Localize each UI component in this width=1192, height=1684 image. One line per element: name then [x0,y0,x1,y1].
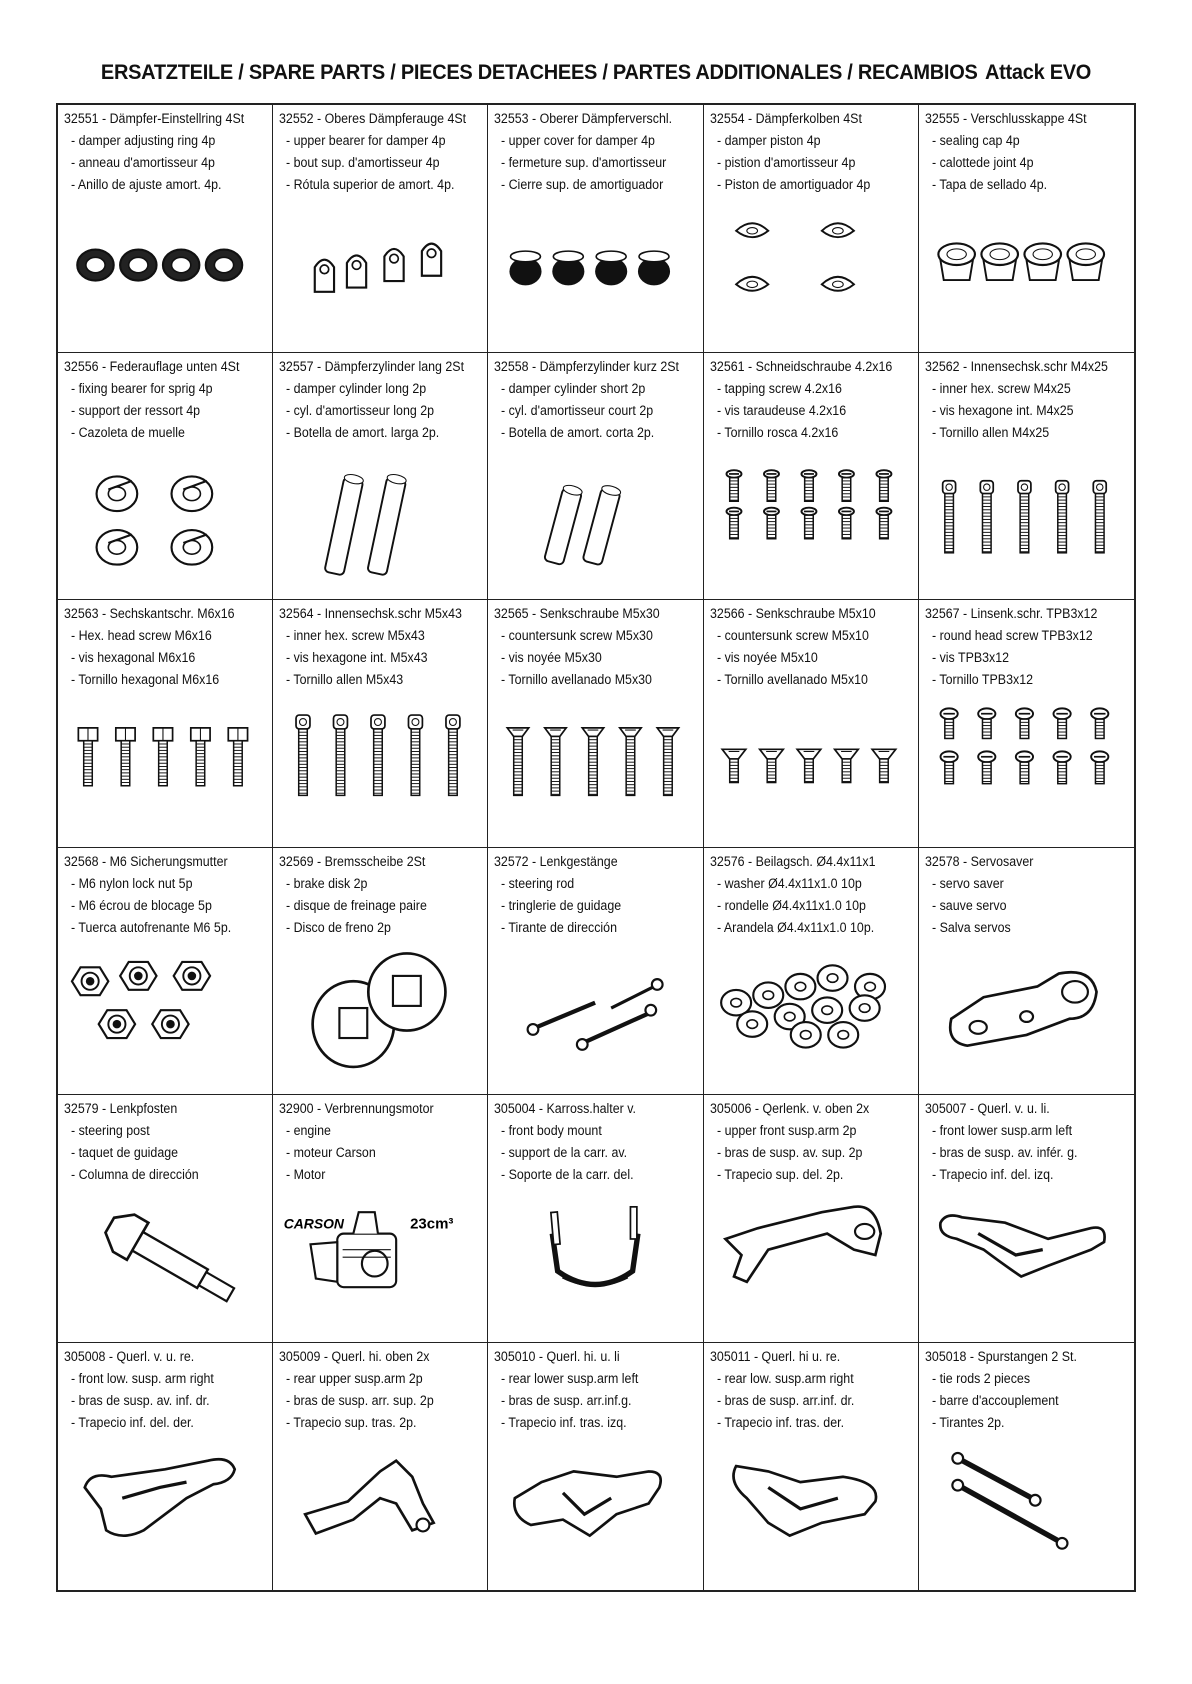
part-cell [704,848,919,1096]
part-description: - Trapecio sup. tras. 2p. [286,1414,417,1430]
part-title: 32553 - Oberer Dämpferverschl. [494,111,673,126]
part-description: - M6 écrou de blocage 5p [71,897,212,913]
part-description: - bras de susp. arr. sup. 2p [286,1392,434,1408]
part-cell [273,105,488,353]
part-title: 32578 - Servosaver [924,853,1034,869]
part-description: - vis noyée M5x30 [501,650,603,665]
cylinder-short-icon [488,448,702,600]
part-description: - calottede joint 4p [931,155,1034,170]
cylinder-long-icon [273,448,487,600]
part-description: - rear lower susp.arm left [501,1370,639,1386]
part-cell [58,848,273,1096]
countersunk-long-icon [488,695,702,847]
steering-post-icon [58,1190,272,1342]
part-description: - damper cylinder long 2p [286,380,427,396]
parts-grid [56,103,1136,1592]
part-cell [58,353,273,601]
brake-disk-icon [273,943,487,1095]
tie-rods-icon [919,1438,1134,1591]
part-description: - Cazoleta de muelle [71,424,185,440]
sealing-cap-icon [919,200,1134,352]
part-description: - inner hex. screw M5x43 [286,628,425,643]
part-description: - Tornillo avellanado M5x10 [716,672,868,687]
part-description: - Tornillo avellanado M5x30 [501,672,653,687]
part-description: - Trapecio inf. del. izq. [931,1167,1054,1182]
part-description: - damper piston 4p [716,133,821,148]
part-description: - vis hexagonal M6x16 [71,650,196,665]
part-description: - Tirantes 2p. [931,1414,1005,1430]
part-description: - moteur Carson [286,1145,376,1160]
part-description: - Arandela Ø4.4x11x1.0 10p. [716,919,874,935]
part-title: 32551 - Dämpfer-Einstellring 4St [64,111,245,126]
part-title: 32569 - Bremsscheibe 2St [279,853,426,869]
washer-icon [704,943,918,1095]
part-description: - bras de susp. arr.inf. dr. [716,1392,854,1408]
steering-rod-icon [488,943,702,1095]
part-title: 32579 - Lenkpfosten [64,1101,178,1116]
part-description: - countersunk screw M5x30 [501,628,654,643]
part-description: - Trapecio inf. tras. izq. [501,1414,628,1430]
part-title: 305007 - Querl. v. u. li. [924,1101,1050,1116]
front-lower-left-arm-icon [919,1190,1134,1342]
part-description: - steering rod [501,875,575,891]
part-description: - sealing cap 4p [931,133,1020,148]
part-description: - Disco de freno 2p [286,919,392,935]
part-cell [273,848,488,1096]
part-description: - M6 nylon lock nut 5p [71,875,193,891]
part-title: 305010 - Querl. hi. u. li [494,1348,621,1364]
part-description: - vis hexagone int. M5x43 [286,650,428,665]
part-description: - front low. susp. arm right [71,1370,214,1386]
part-description: - Tirante de dirección [501,919,618,935]
part-description: - tapping screw 4.2x16 [716,380,842,396]
part-description: - round head screw TPB3x12 [931,628,1093,643]
part-description: - Soporte de la carr. del. [501,1167,634,1182]
part-description: - Botella de amort. larga 2p. [286,424,440,440]
part-description: - engine [286,1123,332,1138]
engine-volume: 23cm³ [410,1215,454,1233]
part-title: 32558 - Dämpferzylinder kurz 2St [494,358,680,374]
part-title: 305008 - Querl. v. u. re. [64,1348,195,1364]
part-description: - upper cover for damper 4p [501,133,656,148]
tapping-screw-icon [704,448,918,600]
part-cell [58,105,273,353]
part-description: - Tornillo allen M5x43 [286,672,404,687]
part-cell [488,353,703,601]
part-description: - Tornillo hexagonal M6x16 [71,672,220,687]
allen-screw-m5-icon [273,695,487,847]
lock-nut-icon [58,943,272,1095]
damper-piston-icon [704,200,918,352]
part-cell [919,105,1134,353]
engine-icon [273,1190,487,1342]
part-description: - vis TPB3x12 [931,650,1009,665]
part-title: 32557 - Dämpferzylinder lang 2St [279,358,465,374]
part-description: - tringlerie de guidage [501,897,622,913]
part-cell [919,600,1134,848]
part-description: - bout sup. d'amortisseur 4p [286,155,440,170]
part-title: 32564 - Innensechsk.schr M5x43 [279,606,463,621]
part-description: - fermeture sup. d'amortisseur [501,155,667,170]
part-description: - rondelle Ø4.4x11x1.0 10p [716,897,866,913]
part-description: - Trapecio inf. del. der. [71,1414,194,1430]
front-lower-right-arm-icon [58,1438,272,1591]
part-description: - bras de susp. arr.inf.g. [501,1392,632,1408]
part-description: - Botella de amort. corta 2p. [501,424,655,440]
part-description: - servo saver [931,875,1004,891]
upper-cover-icon [488,200,702,352]
part-cell [488,1343,703,1591]
allen-screw-m4-icon [919,448,1134,600]
part-title: 32567 - Linsenk.schr. TPB3x12 [924,606,1098,621]
upper-bearer-icon [273,200,487,352]
part-description: - Tornillo rosca 4.2x16 [716,424,838,440]
part-cell [704,105,919,353]
rear-upper-arm-icon [273,1438,487,1591]
part-title: 305011 - Querl. hi u. re. [709,1348,840,1364]
part-cell [704,353,919,601]
part-title: 32568 - M6 Sicherungsmutter [64,853,228,869]
part-description: - Columna de dirección [71,1167,199,1182]
part-cell [58,600,273,848]
part-description: - Tuerca autofrenante M6 5p. [71,919,232,935]
part-title: 305004 - Karross.halter v. [494,1101,637,1116]
part-description: - Piston de amortiguador 4p [716,177,870,192]
part-cell [58,1343,273,1591]
part-title: 305006 - Qerlenk. v. oben 2x [709,1101,869,1116]
part-title: 32566 - Senkschraube M5x10 [709,606,876,621]
part-description: - Tornillo TPB3x12 [931,672,1033,687]
part-description: - sauve servo [931,897,1007,913]
part-title: 32555 - Verschlusskappe 4St [924,111,1087,126]
part-description: - front lower susp.arm left [931,1123,1072,1138]
part-description: - tie rods 2 pieces [931,1370,1030,1386]
part-cell [919,848,1134,1096]
upper-front-arm-icon [704,1190,918,1342]
part-description: - vis hexagone int. M4x25 [931,402,1074,418]
part-title: 32562 - Innensechsk.schr M4x25 [924,358,1108,374]
part-description: - brake disk 2p [286,875,368,891]
part-description: - rear upper susp.arm 2p [286,1370,423,1386]
part-description: - Trapecio inf. tras. der. [716,1414,844,1430]
part-cell [488,1095,703,1343]
part-title: 32556 - Federauflage unten 4St [64,358,240,374]
part-cell [58,1095,273,1343]
hex-head-screw-icon [58,695,272,847]
part-title: 32552 - Oberes Dämpferauge 4St [279,111,467,126]
part-cell [919,1343,1134,1591]
round-head-screw-icon [919,695,1134,847]
part-description: - countersunk screw M5x10 [716,628,869,643]
part-description: - Cierre sup. de amortiguador [501,177,664,192]
part-description: - damper cylinder short 2p [501,380,646,396]
part-title: 32563 - Sechskantschr. M6x16 [64,606,235,621]
part-cell [704,1343,919,1591]
part-description: - rear low. susp.arm right [716,1370,854,1386]
part-title: 32565 - Senkschraube M5x30 [494,606,661,621]
part-description: - bras de susp. av. infér. g. [931,1145,1078,1160]
part-title: 32576 - Beilagsch. Ø4.4x11x1 [709,853,876,869]
damper-adjusting-ring-icon [58,200,272,352]
part-description: - vis noyée M5x10 [716,650,818,665]
part-description: - Tapa de sellado 4p. [931,177,1047,192]
rear-lower-left-arm-icon [488,1438,702,1591]
part-title: 32900 - Verbrennungsmotor [279,1101,434,1116]
part-description: - bras de susp. av. inf. dr. [71,1392,210,1408]
servo-saver-icon [919,943,1134,1095]
part-cell [488,848,703,1096]
part-cell [273,353,488,601]
part-description: - washer Ø4.4x11x1.0 10p [716,875,862,891]
part-description: - Tornillo allen M4x25 [931,424,1049,440]
part-description: - cyl. d'amortisseur court 2p [501,402,654,418]
body-mount-icon [488,1190,702,1342]
part-description: - Anillo de ajuste amort. 4p. [71,177,222,192]
part-title: 32572 - Lenkgestänge [494,853,619,869]
part-description: - bras de susp. av. sup. 2p [716,1145,863,1160]
part-cell [273,600,488,848]
part-cell [704,600,919,848]
part-title: 32554 - Dämpferkolben 4St [709,111,862,126]
spring-bearer-icon [58,448,272,600]
part-cell [488,105,703,353]
part-description: - damper adjusting ring 4p [71,133,216,148]
part-description: - support de la carr. av. [501,1145,628,1160]
part-cell [273,1095,488,1343]
part-cell [919,1095,1134,1343]
part-description: - pistion d'amortisseur 4p [716,155,855,170]
part-description: - Hex. head screw M6x16 [71,628,212,643]
part-description: - anneau d'amortisseur 4p [71,155,215,170]
part-title: 305018 - Spurstangen 2 St. [924,1348,1077,1364]
part-description: - disque de freinage paire [286,897,428,913]
part-description: - upper bearer for damper 4p [286,133,446,148]
part-description: - Motor [286,1167,326,1182]
part-description: - support der ressort 4p [71,402,201,418]
page-title: ERSATZTEILE / SPARE PARTS / PIECES DETACHEES / PARTES ADDITIONALES / RECAMBIOS Attack EVO [100,60,1092,84]
part-cell [704,1095,919,1343]
part-description: - cyl. d'amortisseur long 2p [286,402,435,418]
part-description: - fixing bearer for sprig 4p [71,380,213,396]
part-description: - Trapecio sup. del. 2p. [716,1167,843,1182]
part-description: - steering post [71,1123,150,1138]
part-description: - front body mount [501,1123,603,1138]
countersunk-short-icon [704,695,918,847]
part-description: - inner hex. screw M4x25 [931,380,1071,396]
part-description: - taquet de guidage [71,1145,179,1160]
part-description: - upper front susp.arm 2p [716,1123,857,1138]
part-cell [919,353,1134,601]
carson-logo: CARSON [283,1215,345,1232]
part-title: 305009 - Querl. hi. oben 2x [279,1348,430,1364]
rear-lower-right-arm-icon [704,1438,918,1591]
part-description: - Rótula superior de amort. 4p. [286,177,455,192]
part-title: 32561 - Schneidschraube 4.2x16 [709,358,892,374]
part-cell [273,1343,488,1591]
model-name: Attack EVO [984,60,1092,84]
part-description: - Salva servos [931,919,1011,935]
part-cell [488,600,703,848]
part-description: - barre d'accouplement [931,1392,1059,1408]
part-description: - vis taraudeuse 4.2x16 [716,402,846,418]
